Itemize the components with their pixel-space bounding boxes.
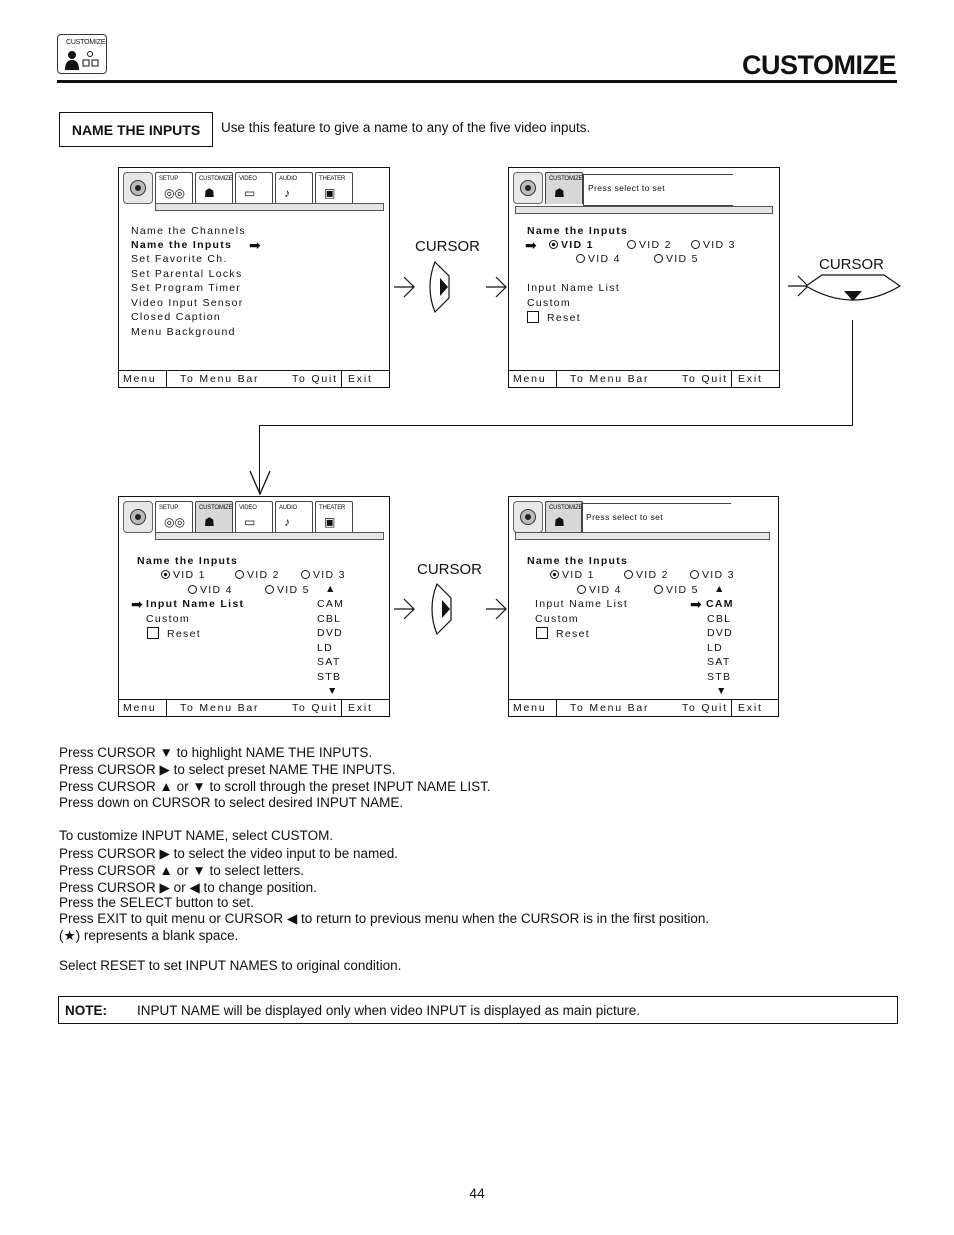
- instruction-line: Press CURSOR ▶ to select the video input to be named.: [59, 846, 399, 861]
- scroll-up-icon: ▲: [714, 583, 726, 595]
- menu-footer: Menu To Menu Bar To Quit Exit: [509, 370, 779, 387]
- scroll-down-icon: ▼: [716, 685, 728, 697]
- menu-item: Set Favorite Ch.: [131, 253, 228, 265]
- prompt-box: Press select to set: [583, 174, 733, 206]
- radio-icon: [265, 585, 274, 594]
- radio-icon: [301, 570, 310, 579]
- vid1-option: VID 1: [161, 569, 206, 581]
- menu-tabs: [513, 501, 583, 533]
- menu-bar-strip: [155, 203, 384, 211]
- checkbox-icon: [527, 311, 539, 323]
- video-slider-icon: ▭: [244, 515, 256, 529]
- theater-icon: ▣: [324, 186, 336, 200]
- reset-item: Reset: [536, 627, 590, 640]
- person-icon: ☗: [554, 515, 565, 529]
- menu-item-selected: Name the Inputs: [131, 239, 233, 251]
- input-name-list-item: Input Name List: [146, 598, 245, 610]
- audio-icon: ♪: [284, 515, 290, 529]
- vid4-option: VID 4: [576, 253, 621, 265]
- menu-item: Set Program Timer: [131, 282, 242, 294]
- tab-customize: CUSTOMIZE ☗: [195, 501, 233, 533]
- menu-footer: Menu To Menu Bar To Quit Exit: [509, 699, 778, 716]
- person-icon: ☗: [554, 186, 565, 200]
- vid1-option: VID 1: [549, 239, 594, 251]
- vid5-option: VID 5: [654, 253, 699, 265]
- screen-heading: Name the Inputs: [137, 555, 239, 567]
- tab-audio: AUDIO ♪: [275, 501, 313, 533]
- custom-item: Custom: [535, 613, 579, 625]
- cursor-label: CURSOR: [819, 256, 885, 273]
- radio-selected-icon: [161, 570, 170, 579]
- cursor-label: CURSOR: [417, 561, 483, 578]
- radio-icon: [235, 570, 244, 579]
- tab-theater: THEATER ▣: [315, 501, 353, 533]
- cursor-right-flow-icon: [392, 258, 510, 316]
- tab-setup: SETUP ◎◎: [155, 172, 193, 204]
- radio-icon: [690, 570, 699, 579]
- cursor-knob-icon: [130, 180, 146, 196]
- setup-icon: ◎◎: [164, 515, 185, 529]
- radio-icon: [624, 570, 633, 579]
- radio-icon: [577, 585, 586, 594]
- instruction-line: Select RESET to set INPUT NAMES to original condition.: [59, 958, 402, 973]
- name-list-option: DVD: [317, 627, 344, 639]
- menu-screen-customize: [118, 167, 390, 388]
- screen-heading: Name the Inputs: [527, 225, 629, 237]
- radio-icon: [691, 240, 700, 249]
- note-text: INPUT NAME will be displayed only when video INPUT is displayed as main picture.: [137, 1003, 640, 1018]
- menu-tabs: [123, 172, 353, 204]
- menu-tabs: [513, 172, 583, 204]
- instruction-line: Press CURSOR ▼ to highlight NAME THE INPUTS.: [59, 745, 373, 760]
- name-list-option: LD: [317, 642, 334, 654]
- menu-item: Video Input Sensor: [131, 297, 244, 309]
- instruction-line: Press EXIT to quit menu or CURSOR ◀ to return to previous menu when the CURSOR is in the first position.: [59, 911, 710, 926]
- note-label: NOTE:: [65, 1003, 107, 1018]
- scroll-down-icon: ▼: [327, 685, 339, 697]
- down-arrow-icon: [249, 470, 271, 496]
- name-list-option: STB: [317, 671, 342, 683]
- cursor-down-icon: [786, 270, 904, 310]
- radio-icon: [654, 254, 663, 263]
- pointer-arrow-icon: ➡: [249, 237, 263, 253]
- video-slider-icon: ▭: [244, 186, 256, 200]
- intro-description: Use this feature to give a name to any of the five video inputs.: [221, 120, 591, 135]
- menu-item: Name the Channels: [131, 225, 246, 237]
- pointer-arrow-icon: ➡: [690, 596, 704, 612]
- reset-item: Reset: [147, 627, 201, 640]
- tab-setup: SETUP ◎◎: [155, 501, 193, 533]
- menu-footer: Menu To Menu Bar To Quit Exit: [119, 699, 389, 716]
- name-list-option: SAT: [707, 656, 731, 668]
- custom-item: Custom: [527, 297, 571, 309]
- name-list-option: LD: [707, 642, 724, 654]
- cursor-right-flow-icon: [392, 580, 510, 638]
- tab-customize: CUSTOMIZE ☗: [545, 501, 583, 533]
- menu-footer: Menu To Menu Bar To Quit Exit: [119, 370, 389, 387]
- name-list-option-selected: CAM: [706, 598, 734, 610]
- vid5-option: VID 5: [654, 584, 699, 596]
- person-icon: ☗: [204, 515, 215, 529]
- audio-icon: ♪: [284, 186, 290, 200]
- name-list-option: STB: [707, 671, 732, 683]
- instruction-line: (★) represents a blank space.: [59, 928, 239, 943]
- instruction-line: To customize INPUT NAME, select CUSTOM.: [59, 828, 334, 843]
- input-name-list-item: Input Name List: [535, 598, 629, 610]
- theater-icon: ▣: [324, 515, 336, 529]
- menu-item: Closed Caption: [131, 311, 221, 323]
- name-list-option: SAT: [317, 656, 341, 668]
- person-icon: ☗: [204, 186, 215, 200]
- radio-icon: [654, 585, 663, 594]
- cursor-knob-icon: [520, 509, 536, 525]
- checkbox-icon: [536, 627, 548, 639]
- vid2-option: VID 2: [624, 569, 669, 581]
- instruction-line: Press CURSOR ▶ or ◀ to change position.: [59, 880, 317, 895]
- customize-icon: [57, 34, 107, 74]
- input-name-list-item: Input Name List: [527, 282, 621, 294]
- vid2-option: VID 2: [627, 239, 672, 251]
- flow-connector: [259, 425, 853, 426]
- header-divider: [57, 80, 897, 83]
- instruction-line: Press down on CURSOR to select desired INPUT NAME.: [59, 795, 404, 810]
- vid3-option: VID 3: [691, 239, 736, 251]
- instruction-line: Press CURSOR ▶ to select preset NAME THE INPUTS.: [59, 762, 396, 777]
- vid3-option: VID 3: [301, 569, 346, 581]
- person-icon: [64, 50, 104, 70]
- vid5-option: VID 5: [265, 584, 310, 596]
- cursor-knob-icon: [520, 180, 536, 196]
- menu-bar-strip: [515, 532, 770, 540]
- vid4-option: VID 4: [577, 584, 622, 596]
- setup-icon: ◎◎: [164, 186, 185, 200]
- menu-bar-strip: [515, 206, 773, 214]
- radio-icon: [627, 240, 636, 249]
- tab-knob: [513, 172, 543, 204]
- cursor-label: CURSOR: [415, 238, 481, 255]
- radio-selected-icon: [550, 570, 559, 579]
- pointer-arrow-icon: ➡: [131, 596, 145, 612]
- instruction-line: Press CURSOR ▲ or ▼ to scroll through the preset INPUT NAME LIST.: [59, 779, 491, 794]
- cursor-knob-icon: [130, 509, 146, 525]
- feature-label-box: NAME THE INPUTS: [59, 112, 213, 147]
- menu-screen-input-name-list: [118, 496, 390, 717]
- vid3-option: VID 3: [690, 569, 735, 581]
- menu-screen-name-selected: [508, 496, 779, 717]
- pointer-arrow-icon: ➡: [525, 237, 539, 253]
- scroll-up-icon: ▲: [325, 583, 337, 595]
- tab-customize: CUSTOMIZE ☗: [195, 172, 233, 204]
- flow-connector: [852, 320, 853, 426]
- radio-selected-icon: [549, 240, 558, 249]
- screen-heading: Name the Inputs: [527, 555, 629, 567]
- menu-item: Set Parental Locks: [131, 268, 243, 280]
- vid2-option: VID 2: [235, 569, 280, 581]
- tab-knob: [123, 501, 153, 533]
- page-title: CUSTOMIZE: [741, 50, 896, 80]
- note-box: [58, 996, 898, 1024]
- tab-theater: THEATER ▣: [315, 172, 353, 204]
- vid1-option: VID 1: [550, 569, 595, 581]
- name-list-option: CBL: [707, 613, 732, 625]
- radio-icon: [576, 254, 585, 263]
- name-list-option: CBL: [317, 613, 342, 625]
- tab-video: VIDEO ▭: [235, 501, 273, 533]
- custom-item: Custom: [146, 613, 190, 625]
- prompt-box: Press select to set: [581, 503, 731, 535]
- page-number: 44: [469, 1185, 485, 1201]
- tab-video: VIDEO ▭: [235, 172, 273, 204]
- radio-icon: [188, 585, 197, 594]
- instruction-line: Press CURSOR ▲ or ▼ to select letters.: [59, 863, 305, 878]
- name-list-option: CAM: [317, 598, 345, 610]
- vid4-option: VID 4: [188, 584, 233, 596]
- name-list-option: DVD: [707, 627, 734, 639]
- menu-screen-name-inputs: [508, 167, 780, 388]
- checkbox-icon: [147, 627, 159, 639]
- tab-customize: CUSTOMIZE ☗: [545, 172, 583, 204]
- menu-item: Menu Background: [131, 326, 236, 338]
- instruction-line: Press the SELECT button to set.: [59, 895, 254, 910]
- tab-audio: AUDIO ♪: [275, 172, 313, 204]
- customize-icon-label: CUSTOMIZE: [66, 39, 106, 46]
- reset-item: Reset: [527, 311, 581, 324]
- tab-knob: [513, 501, 543, 533]
- menu-tabs: [123, 501, 353, 533]
- menu-bar-strip: [155, 532, 384, 540]
- tab-knob: [123, 172, 153, 204]
